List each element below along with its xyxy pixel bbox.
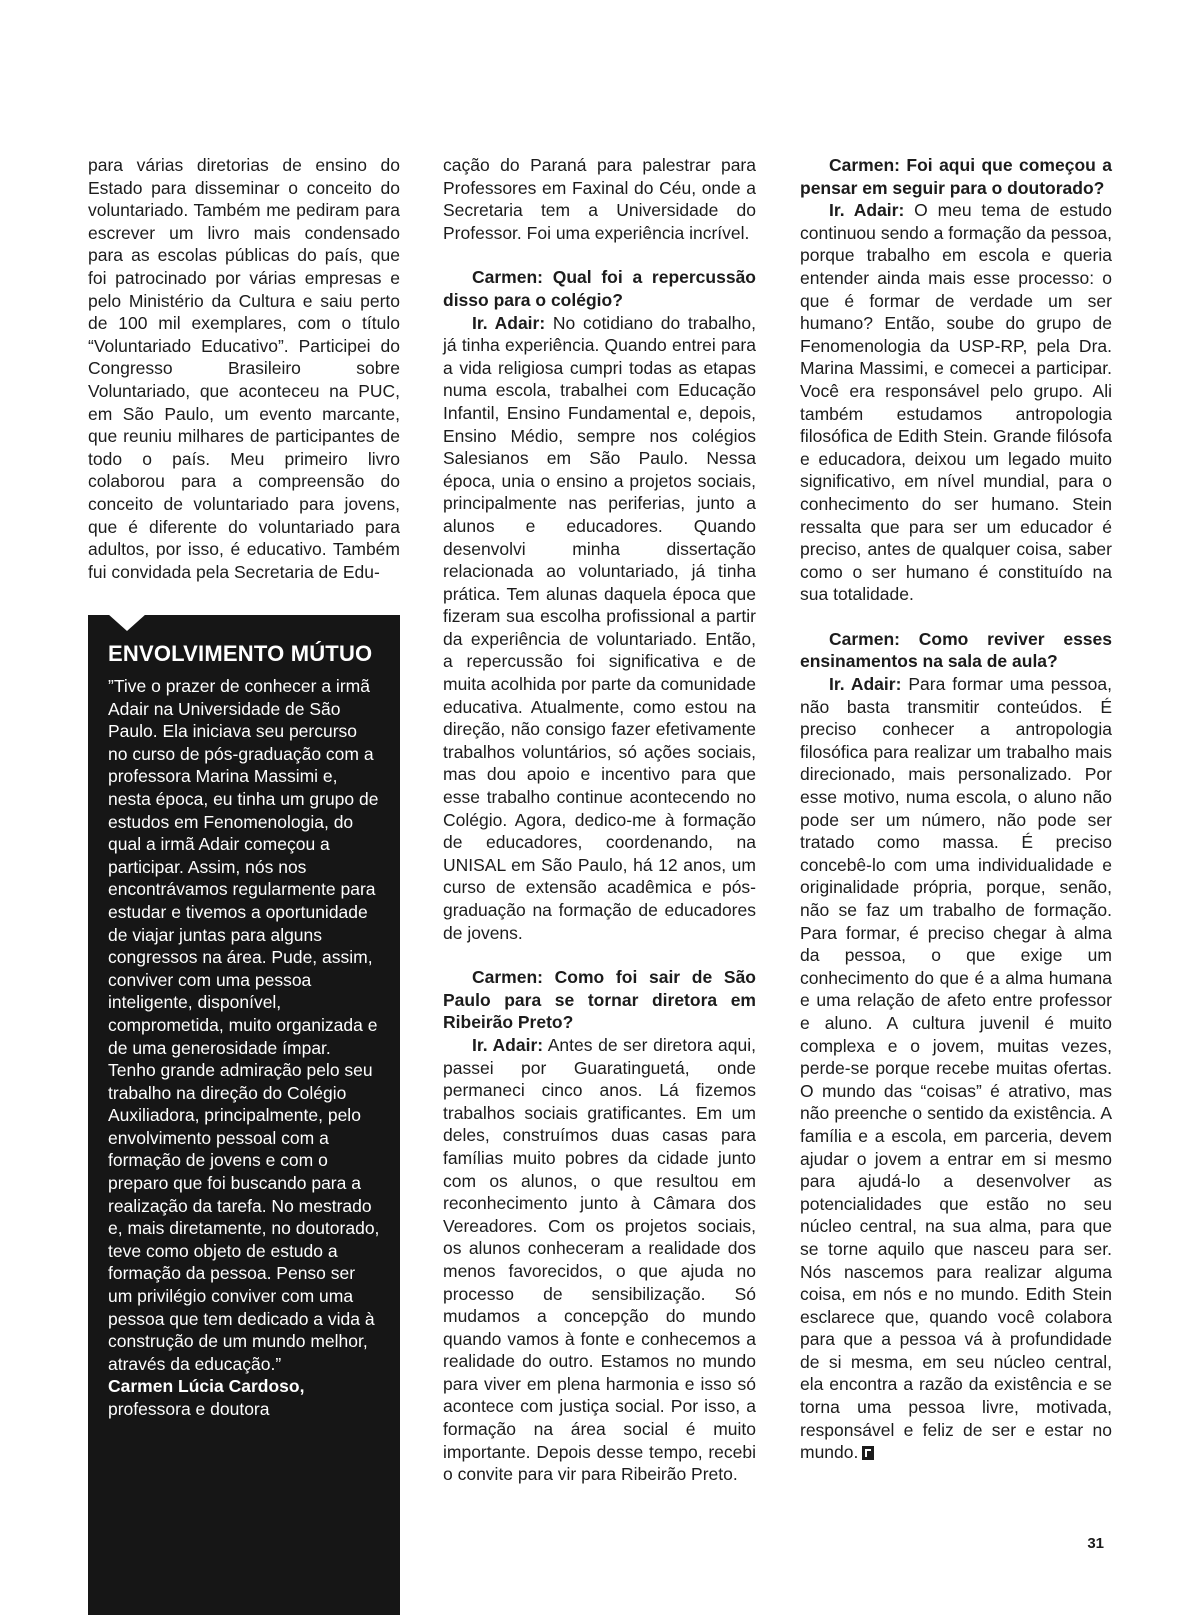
- answer-3: [800, 199, 1112, 606]
- sidebar-author: Carmen Lúcia Cardoso,: [108, 1376, 305, 1397]
- sidebar-box: [88, 615, 400, 1615]
- speaker-label: Ir. Adair:: [472, 312, 546, 333]
- sidebar-quote: ”Tive o prazer de conhecer a irmã Adair na Universidade de São Paulo. Ela iniciava seu percurso no curso de pós-graduação com a professora Marina Massimi e, nesta época, eu tinha um grupo de estudos em Fenomenologia, do qual a irmã Adair começou a participar. Assim, nós nos encontrávamos regularmente para estudar e tivemos a oportunidade de viajar juntas para alguns congressos na área. Pude, assim, conviver com uma pessoa inteligente, disponível, comprometida, muito organizada e de uma generosidade ímpar. Tenho grande admiração pelo seu trabalho na direção do Colégio Auxiliadora, principalmente, pelo envolvimento pessoal com a formação de jovens e com o preparo que foi buscando para a realização da tarefa. No mestrado e, mais diretamente, no doutorado, teve como objeto de estudo a formação da pessoa. Penso ser um privilégio conviver com uma pessoa que tem dedicado a vida à construção de um mundo melhor, através da educação.”: [108, 676, 380, 1374]
- question-4: Carmen: Como reviver esses ensinamentos na sala de aula?: [800, 628, 1112, 672]
- sidebar-role: professora e doutora: [108, 1399, 270, 1419]
- column-2-intro: cação do Paraná para palestrar para Professores em Faxinal do Céu, onde a Secretaria tem a Universidade do Professor. Foi uma experiência incrível.: [443, 155, 756, 243]
- answer-1: [443, 312, 756, 945]
- answer-2-text: Antes de ser diretora aqui, passei por Guaratinguetá, onde permaneci cinco anos. Lá fizemos trabalhos sociais gratificantes. Em um deles, construímos duas casas para famílias muito pobres da cidade junto com os alunos, o que resultou em reconhecimento junto à Câmara dos Vereadores. Com os projetos sociais, os alunos conheceram a realidade dos menos favorecidos, o que ajuda no processo de sensibilização. Só mudamos a concepção do mundo quando vamos à fonte e conhecemos a realidade do outro. Estamos no mundo para viver em plena harmonia e isso só acontece com justiça social. Por isso, a formação na área social é muito importante. Depois desse tempo, recebi o convite para vir para Ribeirão Preto.: [443, 1034, 756, 1485]
- speaker-label: Ir. Adair:: [829, 674, 902, 695]
- answer-4-text: Para formar uma pessoa, não basta transmitir conteúdos. É preciso conhecer a antropologia filosófica para realizar um trabalho mais direcionado, mais personalizado. Por esse motivo, numa escola, o aluno não pode ser um número, não pode ser tratado como massa. É preciso concebê-lo com uma individualidade e originalidade própria, porque, senão, não se faz um trabalho de formação. Para formar, é preciso chegar à alma da pessoa, o que exige um conhecimento do que é a alma humana e uma relação de afeto entre professor e aluno. A cultura juvenil é muito complexa e o jovem, muitas vezes, perde-se porque recebe muitas ofertas. O mundo das “coisas” é atrativo, mas não preenche o sentido da existência. A família e a escola, em parceria, devem ajudar o jovem a entrar em si mesmo para ajudá-lo a desenvolver as potencialidades que estão no seu núcleo central, na sua alma, para que se torne aquilo que nasceu para ser. Nós nascemos para realizar alguma coisa, em nós e no mundo. Edith Stein esclarece que, quando você colabora para que a pessoa vá à profundidade de si mesma, em seu núcleo central, ela encontra a razão da existência e se torna uma pessoa livre, motivada, responsável e feliz de ser e estar no mundo.: [800, 674, 1113, 1463]
- answer-4: [800, 673, 1112, 1464]
- question-1: Carmen: Qual foi a repercussão disso para o colégio?: [443, 267, 756, 310]
- answer-1-text: No cotidiano do trabalho, já tinha experiência. Quando entrei para a vida religiosa cumpri todas as etapas numa escola, trabalhei com Educação Infantil, Ensino Fundamental e, depois, Ensino Médio, sempre nos colégios Salesianos em São Paulo. Nessa época, unia o ensino a projetos sociais, principalmente nas periferias, junto a alunos e educadores. Quando desenvolvi minha dissertação relacionada ao voluntariado, já tinha prática. Tem alunas daquela época que fizeram sua escolha profissional a partir da experiência de voluntariado. Então, a repercussão foi significativa e de muita acolhida por parte da comunidade educativa. Atualmente, como estou na direção, não consigo fazer efetivamente trabalhos voluntários, só ações sociais, mas dou apoio e incentivo para que esse trabalho continue acontecendo no Colégio. Agora, dedico-me à formação de educadores, coordenando, na UNISAL em São Paulo, há 12 anos, um curso de extensão acadêmica e pós-graduação na formação de educadores de jovens.: [443, 312, 756, 943]
- box-notch: [108, 614, 146, 631]
- column-1-text: para várias diretorias de ensino do Estado para disseminar o conceito do voluntariado. Também me pediram para escrever um livro mais condensado para as escolas públicas do país, que foi patrocinado por várias empresas e pelo Ministério da Cultura e saiu perto de 100 mil exemplares, com o título “Voluntariado Educativo”. Participei do Congresso Brasileiro sobre Voluntariado, que aconteceu na PUC, em São Paulo, um evento marcante, que reuniu milhares de participantes de todo o país. Meu primeiro livro colaborou para a compreensão do conceito de voluntariado para jovens, que é diferente do voluntariado para adultos, por isso, é educativo. Também fui convidada pela Secretaria de Edu-: [88, 155, 400, 582]
- answer-2: [443, 1034, 756, 1486]
- page-number: 31: [1087, 1535, 1104, 1552]
- column-1: [88, 154, 400, 583]
- question-3: Carmen: Foi aqui que começou a pensar em seguir para o doutorado?: [800, 155, 1112, 198]
- question-2: Carmen: Como foi sair de São Paulo para se tornar diretora em Ribeirão Preto?: [443, 967, 756, 1033]
- column-2: [443, 154, 756, 1486]
- column-3: [800, 154, 1112, 1464]
- speaker-label: Ir. Adair:: [829, 200, 905, 221]
- sidebar-title: ENVOLVIMENTO MÚTUO: [108, 641, 373, 666]
- end-of-article-icon: [862, 1446, 874, 1460]
- speaker-label: Ir. Adair:: [472, 1034, 544, 1055]
- answer-3-text: O meu tema de estudo continuou sendo a formação da pessoa, porque trabalho em escola e queria entender ainda mais esse processo: o que é formar de verdade um ser humano? Então, soube do grupo de Fenomenologia da USP-RP, pela Dra. Marina Massimi, e comecei a participar. Você era responsável pelo grupo. Ali também estudamos antropologia filosófica de Edith Stein. Grande filósofa e educadora, deixou um legado muito significativo, em nível mundial, para o conhecimento do ser humano. Stein ressalta que para ser um educador é preciso, antes de qualquer coisa, saber como o ser humano é constituído na sua totalidade.: [800, 200, 1112, 605]
